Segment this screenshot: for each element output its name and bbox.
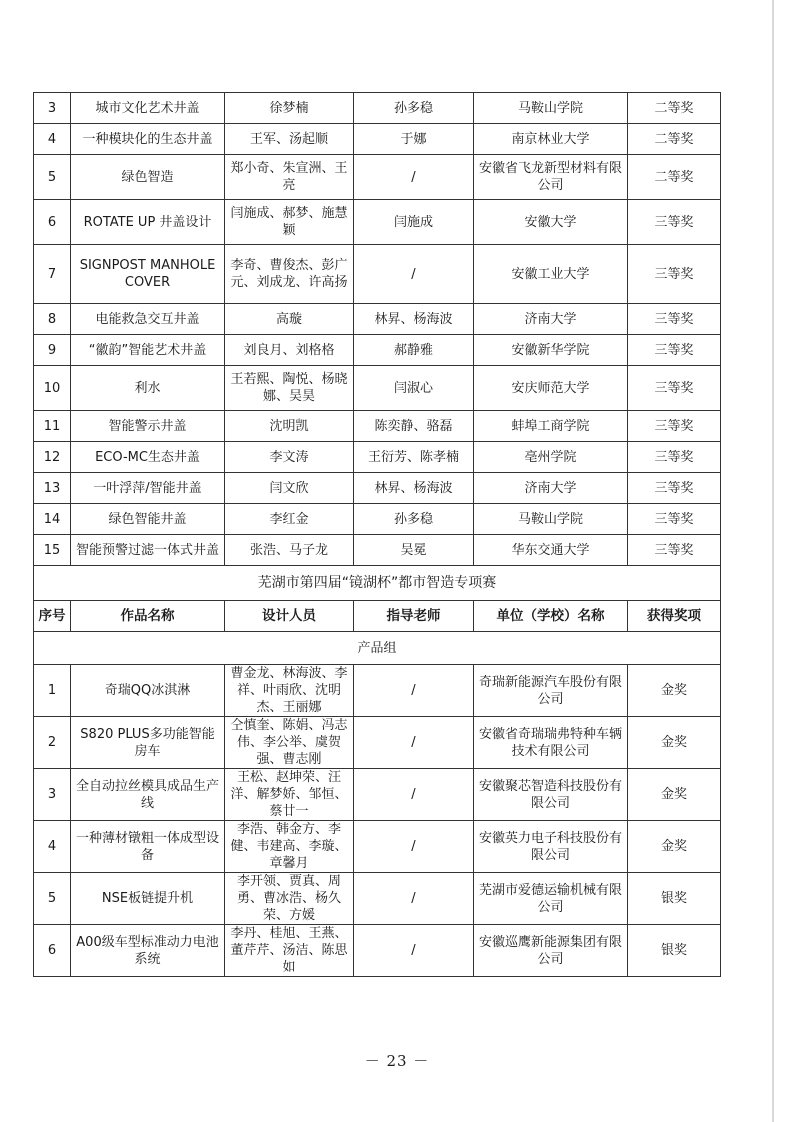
cell-work: 绿色智能井盖 — [71, 504, 225, 535]
cell-award: 三等奖 — [628, 473, 721, 504]
table-row — [34, 93, 721, 124]
cell-work: 绿色智造 — [71, 155, 225, 200]
cell-designers: 张浩、马子龙 — [225, 535, 354, 566]
cell-unit: 亳州学院 — [474, 442, 628, 473]
cell-award: 三等奖 — [628, 411, 721, 442]
cell-designers: 王军、汤起顺 — [225, 124, 354, 155]
cell-work: 利水 — [71, 366, 225, 411]
cell-no: 1 — [34, 665, 71, 717]
cell-no: 15 — [34, 535, 71, 566]
cell-no: 11 — [34, 411, 71, 442]
table-row — [34, 155, 721, 200]
cell-teacher: / — [354, 155, 474, 200]
table-row — [34, 245, 721, 304]
scan-edge — [772, 0, 774, 1122]
cell-work: ROTATE UP 井盖设计 — [71, 200, 225, 245]
cell-no: 5 — [34, 155, 71, 200]
cell-award: 金奖 — [628, 821, 721, 873]
table1-body — [34, 93, 721, 566]
cell-work: 电能救急交互井盖 — [71, 304, 225, 335]
header-award: 获得奖项 — [628, 601, 721, 632]
table-row — [34, 335, 721, 366]
cell-teacher: 于娜 — [354, 124, 474, 155]
table-row — [34, 717, 721, 769]
cell-work: 一种薄材镦粗一体成型设备 — [71, 821, 225, 873]
group-label: 产品组 — [34, 632, 721, 665]
cell-no: 6 — [34, 925, 71, 977]
cell-work: 一种模块化的生态井盖 — [71, 124, 225, 155]
table-row — [34, 411, 721, 442]
cell-unit: 马鞍山学院 — [474, 504, 628, 535]
cell-designers: 曹金龙、林海波、李祥、叶雨欣、沈明杰、王丽娜 — [225, 665, 354, 717]
cell-no: 12 — [34, 442, 71, 473]
cell-work: 智能预警过滤一体式井盖 — [71, 535, 225, 566]
cell-designers: 沈明凯 — [225, 411, 354, 442]
cell-unit: 安庆师范大学 — [474, 366, 628, 411]
header-work: 作品名称 — [71, 601, 225, 632]
cell-work: 一叶浮萍/智能井盖 — [71, 473, 225, 504]
header-designers: 设计人员 — [225, 601, 354, 632]
cell-designers: 郑小奇、朱宣洲、王亮 — [225, 155, 354, 200]
table-row — [34, 124, 721, 155]
cell-designers: 李文涛 — [225, 442, 354, 473]
cell-award: 二等奖 — [628, 124, 721, 155]
cell-award: 金奖 — [628, 769, 721, 821]
cell-teacher: 闫淑心 — [354, 366, 474, 411]
cell-work: ECO-MC生态井盖 — [71, 442, 225, 473]
cell-award: 三等奖 — [628, 535, 721, 566]
cell-teacher: / — [354, 717, 474, 769]
cell-award: 金奖 — [628, 665, 721, 717]
table-row — [34, 473, 721, 504]
cell-designers: 李浩、韩金方、李健、韦建高、李璇、章馨月 — [225, 821, 354, 873]
cell-no: 9 — [34, 335, 71, 366]
cell-unit: 安徽省奇瑞瑞弗特种车辆技术有限公司 — [474, 717, 628, 769]
cell-teacher: 孙多稳 — [354, 504, 474, 535]
cell-teacher: 林昇、杨海波 — [354, 304, 474, 335]
cell-work: A00级车型标准动力电池系统 — [71, 925, 225, 977]
cell-no: 5 — [34, 873, 71, 925]
cell-designers: 李奇、曹俊杰、彭广元、刘成龙、许高扬 — [225, 245, 354, 304]
table-row — [34, 304, 721, 335]
cell-unit: 蚌埠工商学院 — [474, 411, 628, 442]
cell-no: 14 — [34, 504, 71, 535]
cell-designers: 王松、赵坤荣、汪洋、解梦娇、邹恒、蔡廿一 — [225, 769, 354, 821]
cell-no: 4 — [34, 124, 71, 155]
cell-no: 8 — [34, 304, 71, 335]
table-row — [34, 366, 721, 411]
cell-no: 7 — [34, 245, 71, 304]
cell-teacher: 郝静雅 — [354, 335, 474, 366]
cell-no: 2 — [34, 717, 71, 769]
cell-no: 13 — [34, 473, 71, 504]
cell-unit: 安徽大学 — [474, 200, 628, 245]
cell-teacher: 林昇、杨海波 — [354, 473, 474, 504]
cell-work: NSE板链提升机 — [71, 873, 225, 925]
cell-unit: 安徽聚芯智造科技股份有限公司 — [474, 769, 628, 821]
cell-work: SIGNPOST MANHOLE COVER — [71, 245, 225, 304]
cell-teacher: / — [354, 821, 474, 873]
cell-no: 4 — [34, 821, 71, 873]
cell-work: 全自动拉丝模具成品生产线 — [71, 769, 225, 821]
cell-designers: 王若熙、陶悦、杨晓娜、吴昊 — [225, 366, 354, 411]
cell-no: 10 — [34, 366, 71, 411]
cell-teacher: 吴冕 — [354, 535, 474, 566]
cell-award: 二等奖 — [628, 93, 721, 124]
cell-award: 银奖 — [628, 873, 721, 925]
cell-designers: 徐梦楠 — [225, 93, 354, 124]
cell-teacher: 陈奕静、骆磊 — [354, 411, 474, 442]
cell-unit: 安徽省飞龙新型材料有限公司 — [474, 155, 628, 200]
cell-unit: 安徽工业大学 — [474, 245, 628, 304]
cell-teacher: / — [354, 873, 474, 925]
cell-work: S820 PLUS多功能智能房车 — [71, 717, 225, 769]
cell-award: 三等奖 — [628, 304, 721, 335]
cell-teacher: / — [354, 245, 474, 304]
cell-teacher: / — [354, 665, 474, 717]
cell-teacher: 王衍芳、陈孝楠 — [354, 442, 474, 473]
cell-unit: 安徽英力电子科技股份有限公司 — [474, 821, 628, 873]
cell-work: 奇瑞QQ冰淇淋 — [71, 665, 225, 717]
cell-unit: 安徽新华学院 — [474, 335, 628, 366]
cell-teacher: 孙多稳 — [354, 93, 474, 124]
cell-unit: 安徽巡鹰新能源集团有限公司 — [474, 925, 628, 977]
cell-award: 三等奖 — [628, 442, 721, 473]
table-row — [34, 504, 721, 535]
cell-no: 6 — [34, 200, 71, 245]
table-row — [34, 821, 721, 873]
cell-no: 3 — [34, 769, 71, 821]
table-row — [34, 442, 721, 473]
header-teacher: 指导老师 — [354, 601, 474, 632]
cell-designers: 李红金 — [225, 504, 354, 535]
table-row — [34, 925, 721, 977]
table-row — [34, 665, 721, 717]
cell-award: 三等奖 — [628, 200, 721, 245]
cell-designers: 闫施成、郝梦、施慧颖 — [225, 200, 354, 245]
cell-award: 二等奖 — [628, 155, 721, 200]
table-row — [34, 535, 721, 566]
cell-unit: 马鞍山学院 — [474, 93, 628, 124]
page-number: － 23 － — [364, 1052, 430, 1070]
cell-teacher: / — [354, 925, 474, 977]
table-row — [34, 200, 721, 245]
cell-designers: 李丹、桂旭、王燕、董芹芹、汤洁、陈思如 — [225, 925, 354, 977]
awards-table — [33, 92, 721, 977]
table-row — [34, 873, 721, 925]
table-row — [34, 769, 721, 821]
cell-designers: 刘良月、刘格格 — [225, 335, 354, 366]
header-unit: 单位（学校）名称 — [474, 601, 628, 632]
section-title: 芜湖市第四届“镜湖杯”都市智造专项赛 — [34, 566, 721, 601]
cell-award: 三等奖 — [628, 366, 721, 411]
cell-designers: 闫文欣 — [225, 473, 354, 504]
cell-work: 城市文化艺术井盖 — [71, 93, 225, 124]
cell-unit: 芜湖市爱德运输机械有限公司 — [474, 873, 628, 925]
cell-no: 3 — [34, 93, 71, 124]
cell-award: 三等奖 — [628, 504, 721, 535]
table2-body — [34, 665, 721, 977]
cell-award: 三等奖 — [628, 335, 721, 366]
section2-head — [34, 566, 721, 665]
cell-award: 银奖 — [628, 925, 721, 977]
cell-teacher: / — [354, 769, 474, 821]
cell-designers: 李开领、贾真、周勇、曹冰浩、杨久荣、方媛 — [225, 873, 354, 925]
cell-award: 三等奖 — [628, 245, 721, 304]
cell-unit: 奇瑞新能源汽车股份有限公司 — [474, 665, 628, 717]
cell-unit: 南京林业大学 — [474, 124, 628, 155]
cell-unit: 济南大学 — [474, 304, 628, 335]
cell-unit: 济南大学 — [474, 473, 628, 504]
cell-work: 智能警示井盖 — [71, 411, 225, 442]
cell-unit: 华东交通大学 — [474, 535, 628, 566]
cell-award: 金奖 — [628, 717, 721, 769]
cell-designers: 高璇 — [225, 304, 354, 335]
cell-teacher: 闫施成 — [354, 200, 474, 245]
cell-work: “徽韵”智能艺术井盖 — [71, 335, 225, 366]
header-no: 序号 — [34, 601, 71, 632]
cell-designers: 仝慎奎、陈娟、冯志伟、李公举、虞贺强、曹志刚 — [225, 717, 354, 769]
